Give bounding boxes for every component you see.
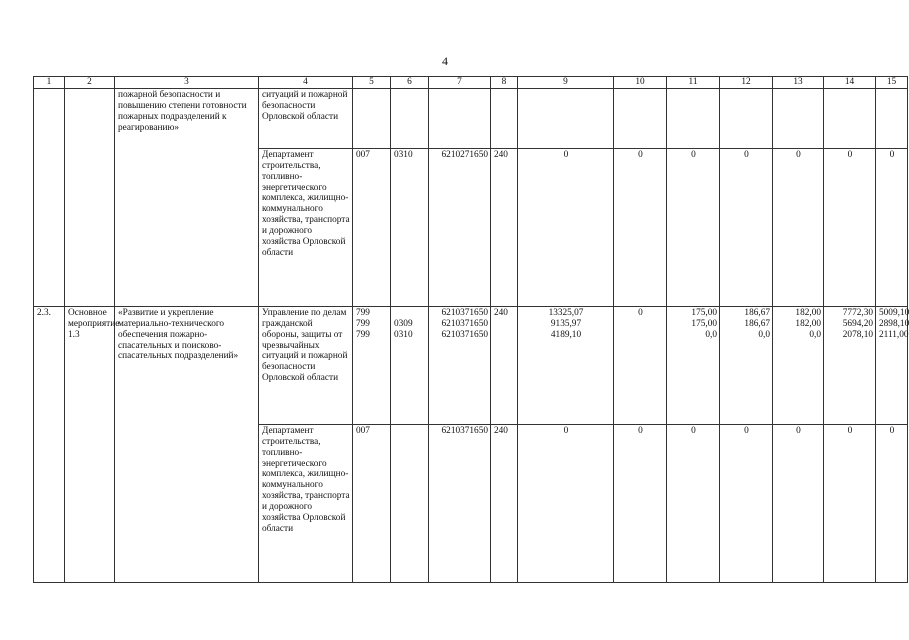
value-cell: 0 bbox=[824, 425, 876, 583]
value-cell bbox=[773, 307, 824, 425]
grbs-value: 799 bbox=[356, 329, 370, 340]
amount: 0,0 bbox=[705, 329, 717, 340]
column-number: 5 bbox=[353, 77, 391, 89]
grbs-cell bbox=[353, 89, 391, 149]
column-number: 10 bbox=[614, 77, 667, 89]
value-cell: 0 bbox=[773, 425, 824, 583]
value-cell: 0 bbox=[518, 149, 614, 307]
column-number: 8 bbox=[491, 77, 518, 89]
amount: 7772,30 bbox=[842, 308, 873, 318]
amount: 13325,07 bbox=[548, 308, 584, 318]
value-cell bbox=[518, 307, 614, 425]
rz-pr-cell bbox=[391, 89, 429, 149]
value-cell: 0 bbox=[667, 149, 720, 307]
value-cell: 0 bbox=[720, 149, 773, 307]
value-cell bbox=[518, 89, 614, 149]
table-row bbox=[34, 307, 908, 425]
column-number: 12 bbox=[720, 77, 773, 89]
value-cell: 0 bbox=[614, 149, 667, 307]
amount: 4189,10 bbox=[550, 329, 582, 340]
activity-type-cell bbox=[65, 89, 115, 307]
column-number: 9 bbox=[518, 77, 614, 89]
page-number: 4 bbox=[442, 54, 448, 68]
csr-cell bbox=[429, 307, 491, 425]
csr-value: 6210371650 bbox=[441, 308, 488, 318]
column-number: 6 bbox=[391, 77, 429, 89]
grbs-value: 799 bbox=[356, 308, 370, 318]
amount: 2078,10 bbox=[842, 329, 873, 340]
csr-cell bbox=[429, 89, 491, 149]
amount: 175,00 bbox=[691, 318, 717, 329]
grbs-cell bbox=[353, 307, 391, 425]
amount: 2898,10 bbox=[879, 318, 909, 329]
value-cell bbox=[720, 89, 773, 149]
grbs-cell: 007 bbox=[353, 149, 391, 307]
amount: 175,00 bbox=[691, 308, 717, 318]
amount: 182,00 bbox=[795, 308, 821, 318]
column-number-row bbox=[34, 77, 908, 89]
value-cell: 0 bbox=[518, 425, 614, 583]
rz-pr-cell bbox=[391, 425, 429, 583]
grbs-cell: 007 bbox=[353, 425, 391, 583]
executor-cell: Департамент строительства, топливно-энергетического комплекса, жилищно-коммунального хозяйства, транспорта и дорожного хозяйства Орловской области bbox=[259, 425, 353, 583]
column-number: 3 bbox=[115, 77, 259, 89]
value-cell: 0 bbox=[773, 149, 824, 307]
column-number: 15 bbox=[876, 77, 908, 89]
executor-cell: Управление по делам гражданской обороны, защиты от чрезвычайных ситуаций и пожарной безопасности Орловской области bbox=[259, 307, 353, 425]
value-cell: 0 bbox=[876, 149, 908, 307]
value-cell: 0 bbox=[614, 425, 667, 583]
rz-pr-value: 0310 bbox=[394, 329, 413, 340]
value-cell bbox=[876, 307, 908, 425]
column-number: 13 bbox=[773, 77, 824, 89]
column-number: 14 bbox=[824, 77, 876, 89]
row-number-cell bbox=[34, 89, 65, 307]
csr-value: 6210371650 bbox=[441, 318, 488, 329]
csr-cell: 6210271650 bbox=[429, 149, 491, 307]
amount: 0,0 bbox=[758, 329, 770, 340]
executor-cell: Департамент строительства, топливно-энергетического комплекса, жилищно-коммунального хозяйства, транспорта и дорожного хозяйства Орловской области bbox=[259, 149, 353, 307]
value-cell bbox=[667, 307, 720, 425]
value-cell bbox=[667, 89, 720, 149]
activity-description-cell: «Развитие и укрепление материально-технического обеспечения пожарно-спасательных и поисково-спасательных подразделений» bbox=[115, 307, 259, 583]
vr-cell: 240 bbox=[491, 307, 518, 425]
column-number: 11 bbox=[667, 77, 720, 89]
column-number: 2 bbox=[65, 77, 115, 89]
rz-pr-cell bbox=[391, 307, 429, 425]
value-cell: 0 bbox=[876, 425, 908, 583]
vr-cell bbox=[491, 89, 518, 149]
amount: 0,0 bbox=[809, 329, 821, 340]
value-cell bbox=[876, 89, 908, 149]
csr-value: 6210371650 bbox=[441, 329, 488, 340]
rz-pr-value: 0309 bbox=[394, 318, 413, 329]
column-number: 4 bbox=[259, 77, 353, 89]
grbs-value: 799 bbox=[356, 318, 370, 329]
budget-table bbox=[33, 76, 908, 583]
value-cell bbox=[824, 89, 876, 149]
amount: 2111,00 bbox=[879, 329, 909, 340]
activity-description-cell: пожарной безопасности и повышению степени готовности пожарных подразделений к реагированию» bbox=[115, 89, 259, 307]
amount: 5009,10 bbox=[879, 308, 909, 318]
value-cell bbox=[824, 307, 876, 425]
column-number: 1 bbox=[34, 77, 65, 89]
vr-cell: 240 bbox=[491, 425, 518, 583]
value-cell bbox=[614, 89, 667, 149]
value-cell bbox=[773, 89, 824, 149]
rz-pr-value bbox=[394, 308, 426, 319]
value-cell: 0 bbox=[667, 425, 720, 583]
activity-type-cell: Основное мероприятие 1.3 bbox=[65, 307, 115, 583]
column-number: 7 bbox=[429, 77, 491, 89]
value-cell: 0 bbox=[824, 149, 876, 307]
value-cell: 0 bbox=[614, 307, 667, 425]
amount: 9135,97 bbox=[550, 318, 582, 329]
executor-cell: ситуаций и пожарной безопасности Орловской области bbox=[259, 89, 353, 149]
value-cell: 0 bbox=[720, 425, 773, 583]
amount: 186,67 bbox=[744, 318, 770, 329]
amount: 182,00 bbox=[795, 318, 821, 329]
rz-pr-cell: 0310 bbox=[391, 149, 429, 307]
csr-cell: 6210371650 bbox=[429, 425, 491, 583]
amount: 5694,20 bbox=[842, 318, 873, 329]
row-number-cell: 2.3. bbox=[34, 307, 65, 583]
amount: 186,67 bbox=[744, 308, 770, 318]
value-cell bbox=[720, 307, 773, 425]
vr-cell: 240 bbox=[491, 149, 518, 307]
table-row bbox=[34, 89, 908, 149]
